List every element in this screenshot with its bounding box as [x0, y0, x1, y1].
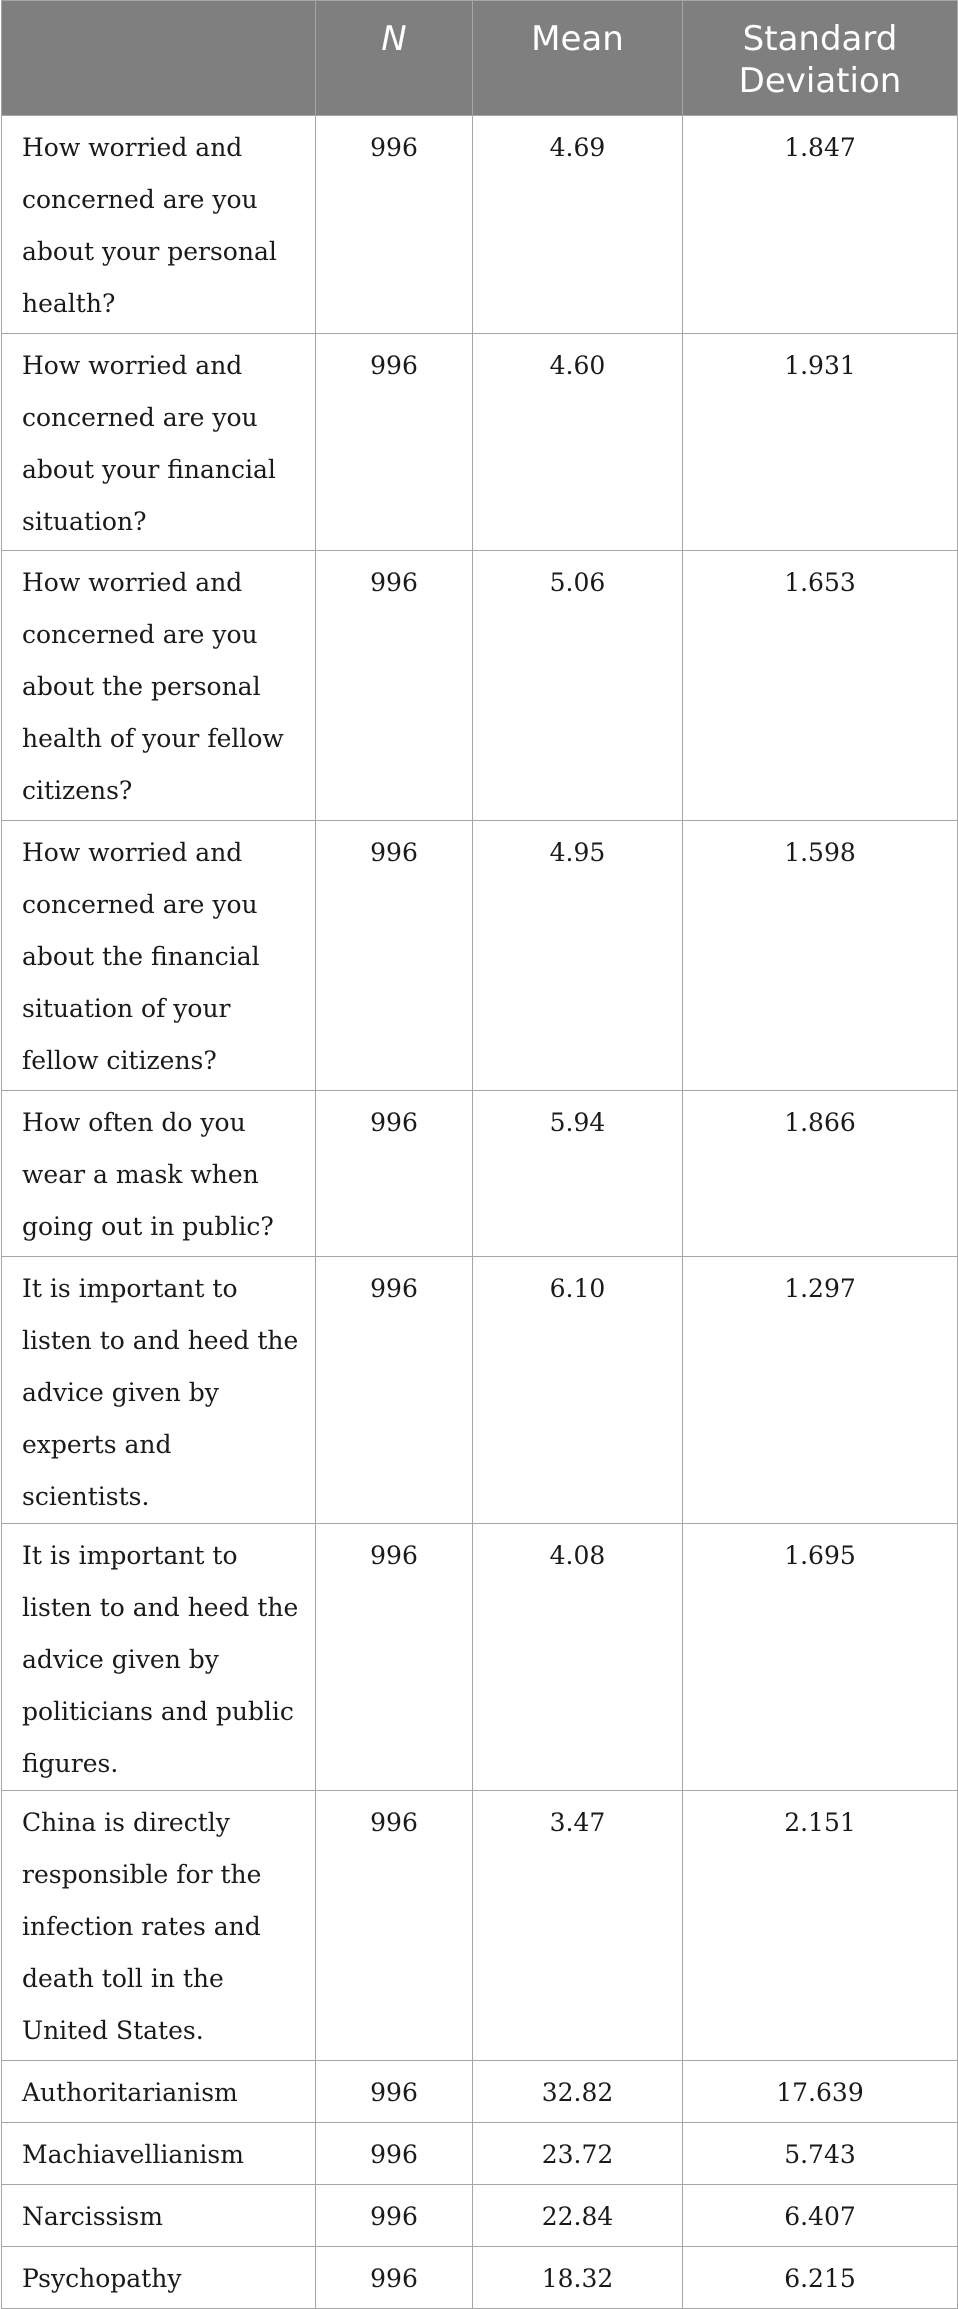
- table-row: [2, 551, 958, 821]
- table-row: [2, 334, 958, 551]
- row-mean: 32.82: [473, 2061, 683, 2123]
- row-mean: 5.94: [473, 1091, 683, 1257]
- header-item: [2, 1, 316, 116]
- row-mean: 4.08: [473, 1524, 683, 1791]
- row-label: Psychopathy: [2, 2247, 316, 2309]
- row-label: How often do you wear a mask when going out in public?: [2, 1091, 316, 1257]
- row-label: How worried and concerned are you about your financial situation?: [2, 334, 316, 551]
- row-mean: 6.10: [473, 1257, 683, 1524]
- row-label: How worried and concerned are you about the financial situation of your fellow citizens?: [2, 821, 316, 1091]
- row-standard-deviation: 1.297: [683, 1257, 958, 1524]
- header-standard-deviation: Standard Deviation: [683, 1, 958, 116]
- row-label: Authoritarianism: [2, 2061, 316, 2123]
- table-row: [2, 821, 958, 1091]
- header-n: N: [316, 1, 473, 116]
- row-label: How worried and concerned are you about the personal health of your fellow citizens?: [2, 551, 316, 821]
- row-standard-deviation: 1.653: [683, 551, 958, 821]
- row-standard-deviation: 1.866: [683, 1091, 958, 1257]
- row-n: 996: [316, 551, 473, 821]
- row-standard-deviation: 1.931: [683, 334, 958, 551]
- table-row: [2, 116, 958, 334]
- row-label: It is important to listen to and heed the advice given by experts and scientists.: [2, 1257, 316, 1524]
- table-row: [2, 2061, 958, 2123]
- row-n: 996: [316, 821, 473, 1091]
- row-mean: 3.47: [473, 1791, 683, 2061]
- row-mean: 4.60: [473, 334, 683, 551]
- row-n: 996: [316, 1091, 473, 1257]
- row-n: 996: [316, 1257, 473, 1524]
- row-n: 996: [316, 2061, 473, 2123]
- table-row: [2, 2123, 958, 2185]
- row-label: It is important to listen to and heed the advice given by politicians and public figures.: [2, 1524, 316, 1791]
- row-standard-deviation: 6.407: [683, 2185, 958, 2247]
- row-standard-deviation: 1.847: [683, 116, 958, 334]
- row-mean: 5.06: [473, 551, 683, 821]
- row-standard-deviation: 5.743: [683, 2123, 958, 2185]
- row-mean: 4.69: [473, 116, 683, 334]
- row-label: China is directly responsible for the infection rates and death toll in the United States.: [2, 1791, 316, 2061]
- row-n: 996: [316, 116, 473, 334]
- row-n: 996: [316, 2185, 473, 2247]
- table-row: [2, 1791, 958, 2061]
- row-mean: 18.32: [473, 2247, 683, 2309]
- row-label: Machiavellianism: [2, 2123, 316, 2185]
- row-n: 996: [316, 1524, 473, 1791]
- descriptive-statistics-table: [1, 0, 958, 2309]
- row-standard-deviation: 1.695: [683, 1524, 958, 1791]
- header-row: [2, 1, 958, 116]
- row-standard-deviation: 2.151: [683, 1791, 958, 2061]
- row-n: 996: [316, 1791, 473, 2061]
- table-row: [2, 2247, 958, 2309]
- row-n: 996: [316, 2123, 473, 2185]
- table-row: [2, 2185, 958, 2247]
- table-row: [2, 1524, 958, 1791]
- row-label: How worried and concerned are you about your personal health?: [2, 116, 316, 334]
- row-mean: 23.72: [473, 2123, 683, 2185]
- row-standard-deviation: 6.215: [683, 2247, 958, 2309]
- row-mean: 22.84: [473, 2185, 683, 2247]
- table-row: [2, 1257, 958, 1524]
- row-n: 996: [316, 2247, 473, 2309]
- header-mean: Mean: [473, 1, 683, 116]
- row-n: 996: [316, 334, 473, 551]
- table-row: [2, 1091, 958, 1257]
- row-label: Narcissism: [2, 2185, 316, 2247]
- row-standard-deviation: 17.639: [683, 2061, 958, 2123]
- row-standard-deviation: 1.598: [683, 821, 958, 1091]
- row-mean: 4.95: [473, 821, 683, 1091]
